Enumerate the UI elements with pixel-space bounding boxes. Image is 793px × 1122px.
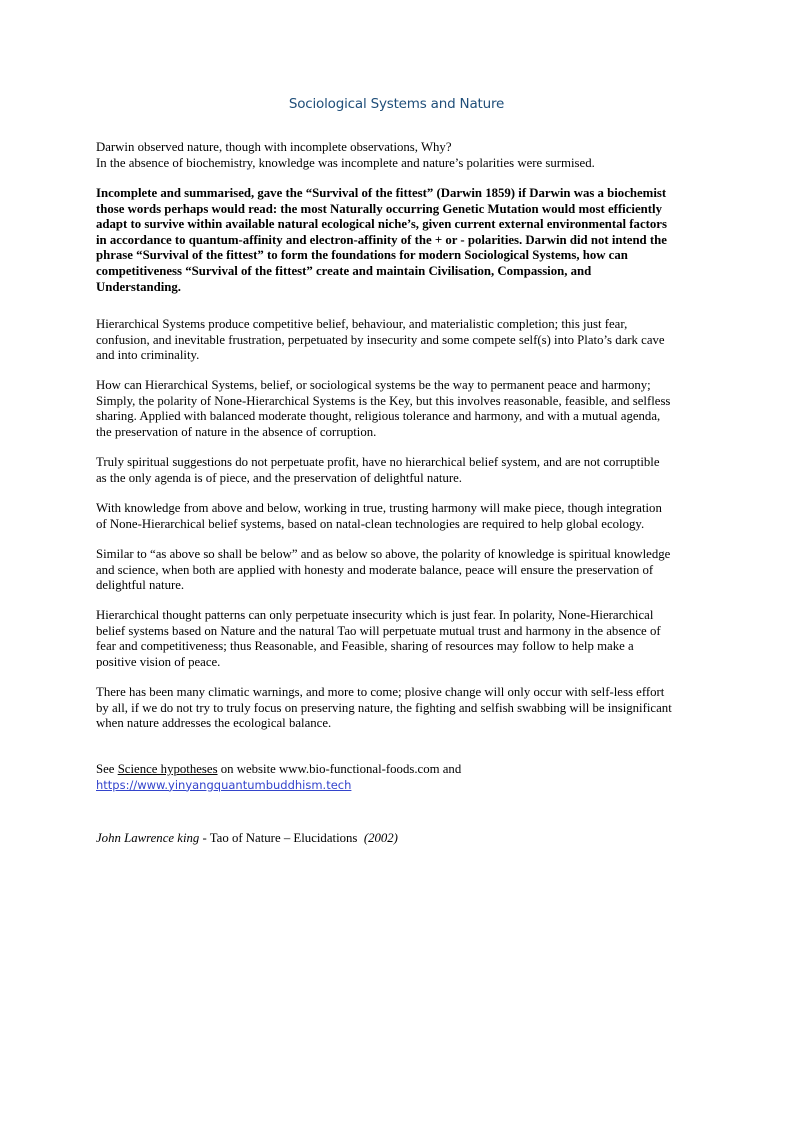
text-line: belief systems based on Nature and the natural Tao will perpetuate mutual trust and harmony in the absence of <box>96 623 661 638</box>
text-line: How can Hierarchical Systems, belief, or sociological systems be the way to permanent peace and harmony; <box>96 378 651 392</box>
text-line: Understanding. <box>96 279 181 294</box>
paragraph-permanent-peace <box>96 378 700 440</box>
text-line: In the absence of biochemistry, knowledge was incomplete and nature’s polarities were surmised. <box>96 155 595 170</box>
see-also-website-text: on website www.bio-functional-foods.com and <box>217 762 462 776</box>
paragraph-hierarchical-systems <box>96 317 700 364</box>
text-line: as the only agenda is of piece, and the preservation of delightful nature. <box>96 470 463 485</box>
text-line: competitiveness “Survival of the fittest” create and maintain Civilisation, Compassion, and <box>96 263 592 278</box>
text-line: Hierarchical thought patterns can only perpetuate insecurity which is just fear. In polarity, None-Hierarchical <box>96 608 654 622</box>
text-line: Similar to “as above so shall be below” and as below so above, the polarity of knowledge is spiritual knowledge <box>96 547 671 561</box>
text-line: by all, if we do not try to truly focus on preserving nature, the fighting and selfish swabbing will be insignificant <box>96 700 672 715</box>
text-line: Darwin observed nature, though with incomplete observations, Why? <box>96 140 452 154</box>
text-line: of None-Hierarchical belief systems, based on natal-clean technologies are required to help global ecology. <box>96 516 645 531</box>
text-line: There has been many climatic warnings, and more to come; plosive change will only occur with self-less effort <box>96 685 665 699</box>
text-line: Truly spiritual suggestions do not perpetuate profit, have no hierarchical belief system, and are not corruptible <box>96 455 660 469</box>
paragraph-darwin-observed <box>96 140 700 171</box>
text-line: when nature addresses the ecological balance. <box>96 716 332 731</box>
work-title: Tao of Nature – Elucidations <box>209 831 358 845</box>
signature-separator: - <box>199 831 210 845</box>
yinyang-website-link[interactable]: https://www.yinyangquantumbuddhism.tech <box>96 777 352 792</box>
text-line: delightful nature. <box>96 578 185 593</box>
text-line: confusion, and inevitable frustration, perpetuated by insecurity and some compete self(s) into Plato’s dark cave <box>96 332 665 347</box>
paragraph-as-above-so-below <box>96 547 700 594</box>
text-line: those words perhaps would read: the most Naturally occurring Genetic Mutation would most efficiently <box>96 201 662 216</box>
see-also-line <box>96 762 700 778</box>
paragraph-climatic-warnings <box>96 685 700 732</box>
text-line: in accordance to quantum-affinity and electron-affinity of the + or - polarities. Darwin did not intend the <box>96 232 667 247</box>
paragraph-knowledge-above-below <box>96 501 700 532</box>
page-title: Sociological Systems and Nature <box>288 96 505 112</box>
text-line: and into criminality. <box>96 348 200 363</box>
text-line: and science, when both are applied with honesty and moderate balance, peace will ensure the preservation of <box>96 562 654 577</box>
paragraph-survival-of-fittest <box>96 186 700 295</box>
paragraph-truly-spiritual <box>96 455 700 486</box>
text-line: Hierarchical Systems produce competitive belief, behaviour, and materialistic completion; this just fear, <box>96 317 628 331</box>
see-also-block <box>96 762 700 793</box>
text-line: phrase “Survival of the fittest” to form the foundations for modern Sociological Systems, how can <box>96 248 628 263</box>
text-line: With knowledge from above and below, working in true, trusting harmony will make piece, though integration <box>96 501 662 515</box>
text-line: fear and competitiveness; thus Reasonable, and Feasible, sharing of resources may follow to help make a <box>96 639 634 654</box>
text-line: the preservation of nature in the absence of corruption. <box>96 424 377 439</box>
signature-line <box>96 831 700 847</box>
text-line: sharing. Applied with balanced moderate thought, religious tolerance and harmony, and with a mutual agenda, <box>96 409 661 424</box>
text-line: adapt to survive within available natural ecological niche’s, given current external environmental factors <box>96 217 667 232</box>
publication-year: (2002) <box>363 831 398 845</box>
author-name: John Lawrence king <box>96 831 200 845</box>
text-line: Simply, the polarity of None-Hierarchical Systems is the Key, but this involves reasonable, feasible, and selfless <box>96 393 671 408</box>
text-line: positive vision of peace. <box>96 654 221 669</box>
paragraph-thought-patterns <box>96 608 700 670</box>
see-also-prefix: See <box>96 762 118 776</box>
text-line: Incomplete and summarised, gave the “Survival of the fittest” (Darwin 1859) if Darwin was a biochemist <box>96 186 667 200</box>
science-hypotheses-link[interactable]: Science hypotheses <box>117 762 218 776</box>
